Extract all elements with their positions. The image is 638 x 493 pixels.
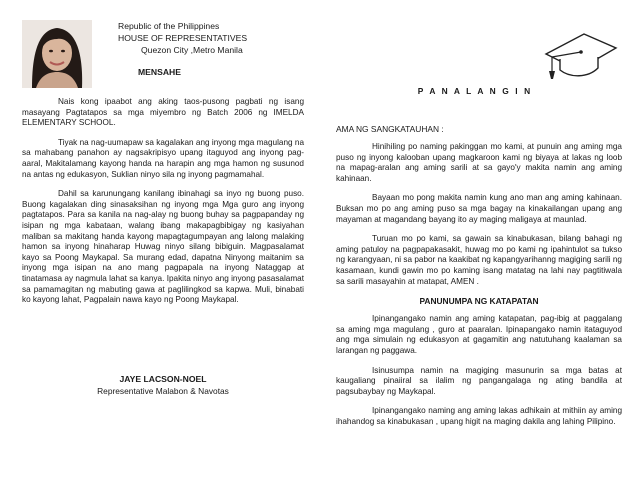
- panunumpa-paragraph: Ipinangangako naming ang aming lakas adhikain at mithiin ay aming ihahandog sa kinabukasan , upang higit na maging dakila ang lahing Pilipino.: [336, 406, 622, 426]
- panalangin-paragraph: Turuan mo po kami, sa gawain sa kinabukasan, bilang bahagi ng aming patuloy na pagpapakasakit, huwag mo po kami ng ipahintulot sa tukso ng karangyaan, ni sa pabor na kaakibat ng kapangyarihanng magiging sarili ng kasamaan, kundi gawin mo po kaming isang matatag na lahi nay pagtitiwala sa sarili masayahin at matapat, AMEN .: [336, 234, 622, 286]
- mensahe-body: [22, 97, 304, 315]
- letterhead-house: HOUSE OF REPRESENTATIVES: [118, 33, 248, 43]
- mensahe-paragraph: Nais kong ipaabot ang aking taos-pusong pagbati ng isang masayang Pagtatapos sa mga miyembro ng Batch 2006 ng IMELDA ELEMENTARY SCHOOL.: [22, 97, 304, 128]
- mensahe-paragraph: Tiyak na nag-uumapaw sa kagalakan ang inyong mga magulang na sa mahabang panahon ay nagsakripisyo upang itaguyod ang inyong pag-aaral, Makitalamang kayong handa na harapin ang mga hamon ng susunod na antas ng edukasyon, Suklian ninyo sila ng inyong pagmamahal.: [22, 137, 304, 179]
- letterhead: [118, 20, 247, 56]
- panalangin-heading: AMA NG SANGKATAUHAN :: [336, 124, 444, 134]
- letterhead-city: Quezon City ,Metro Manila: [141, 45, 243, 55]
- signature-name: JAYE LACSON-NOEL: [119, 374, 207, 384]
- portrait-image: [22, 20, 92, 88]
- signature-role: Representative Malabon & Navotas: [97, 386, 229, 396]
- graduation-cap-icon: [540, 26, 620, 84]
- panunumpa-paragraph: Ipinangangako namin ang aming katapatan, pag-ibig at paggalang sa aming mga magulang , guro at paaralan. Ipinapangako namin itataguyod ang mga simulain ng edukasyon at gagamitin ang natutuhang kaalaman sa larangan ng paggawa.: [336, 314, 622, 355]
- mensahe-title: MENSAHE: [138, 67, 181, 77]
- portrait-photo: [22, 20, 92, 88]
- letterhead-republic: Republic of the Philippines: [118, 21, 220, 31]
- panunumpa-paragraph: Isinusumpa namin na magiging masunurin sa mga batas at kaugaliang pinaiiral sa ilalim ng pangangalaga ng ating bandila at pagsubaybay ng Maykapal.: [336, 365, 622, 396]
- panunumpa-title: PANUNUMPA NG KATAPATAN: [419, 296, 539, 307]
- panalangin-title: P A N A L A N G I N: [417, 86, 533, 96]
- signature-block: [22, 373, 304, 397]
- mensahe-paragraph: Dahil sa karunungang kanilang ibinahagi sa inyo ng buong puso. Buong kagalakan ding sinasaksihan ng inyong mga Mga guro ang inyong pagtatapos. Para sa kanila na nag-alay ng buong buhay sa pagpapanday ng isipan ng mga kabataan, walang ibang makapagbibigay ng kasiyahan maliban sa makitang handa kayong mapagtagumpayan ang lalong malaking hamon sa inyong hinaharap Huwag ninyo silang bibiguin. Magpasalamat kayo sa Poong Maykapal. Sa murang edad, dapatna Ninyong maitanim sa inyong mga isipan na ano mang pagpapala na inyong Nataggap at tinatamasa ay nagmula lahat sa kanya. Ipakita ninyo ang inyong pasasalamat sa pamamagitan ng mabuting gawa at paglilingkod sa kapwa. Muli, binabati ko kayong lahat, Pagpalain nawa kayo ng Poong Maykapal.: [22, 189, 304, 305]
- panalangin-paragraph: Hinihiling po naming pakinggan mo kami, at punuin ang aming mga puso ng inyong kalooban upang magkaroon kami ng biyaya at lakas ng loob na mapag-aralan ang aming sarili at sa gayo'y makita namin ang aming kahinaan.: [336, 142, 622, 183]
- panalangin-body: [336, 124, 622, 436]
- panalangin-paragraph: Bayaan mo pong makita namin kung ano man ang aming kahinaan. Buksan mo po ang aming puso sa mga bagay na kinakailangan upang ang mayaman at magandang bayang ito ay maging maligaya at maunlad.: [336, 193, 622, 224]
